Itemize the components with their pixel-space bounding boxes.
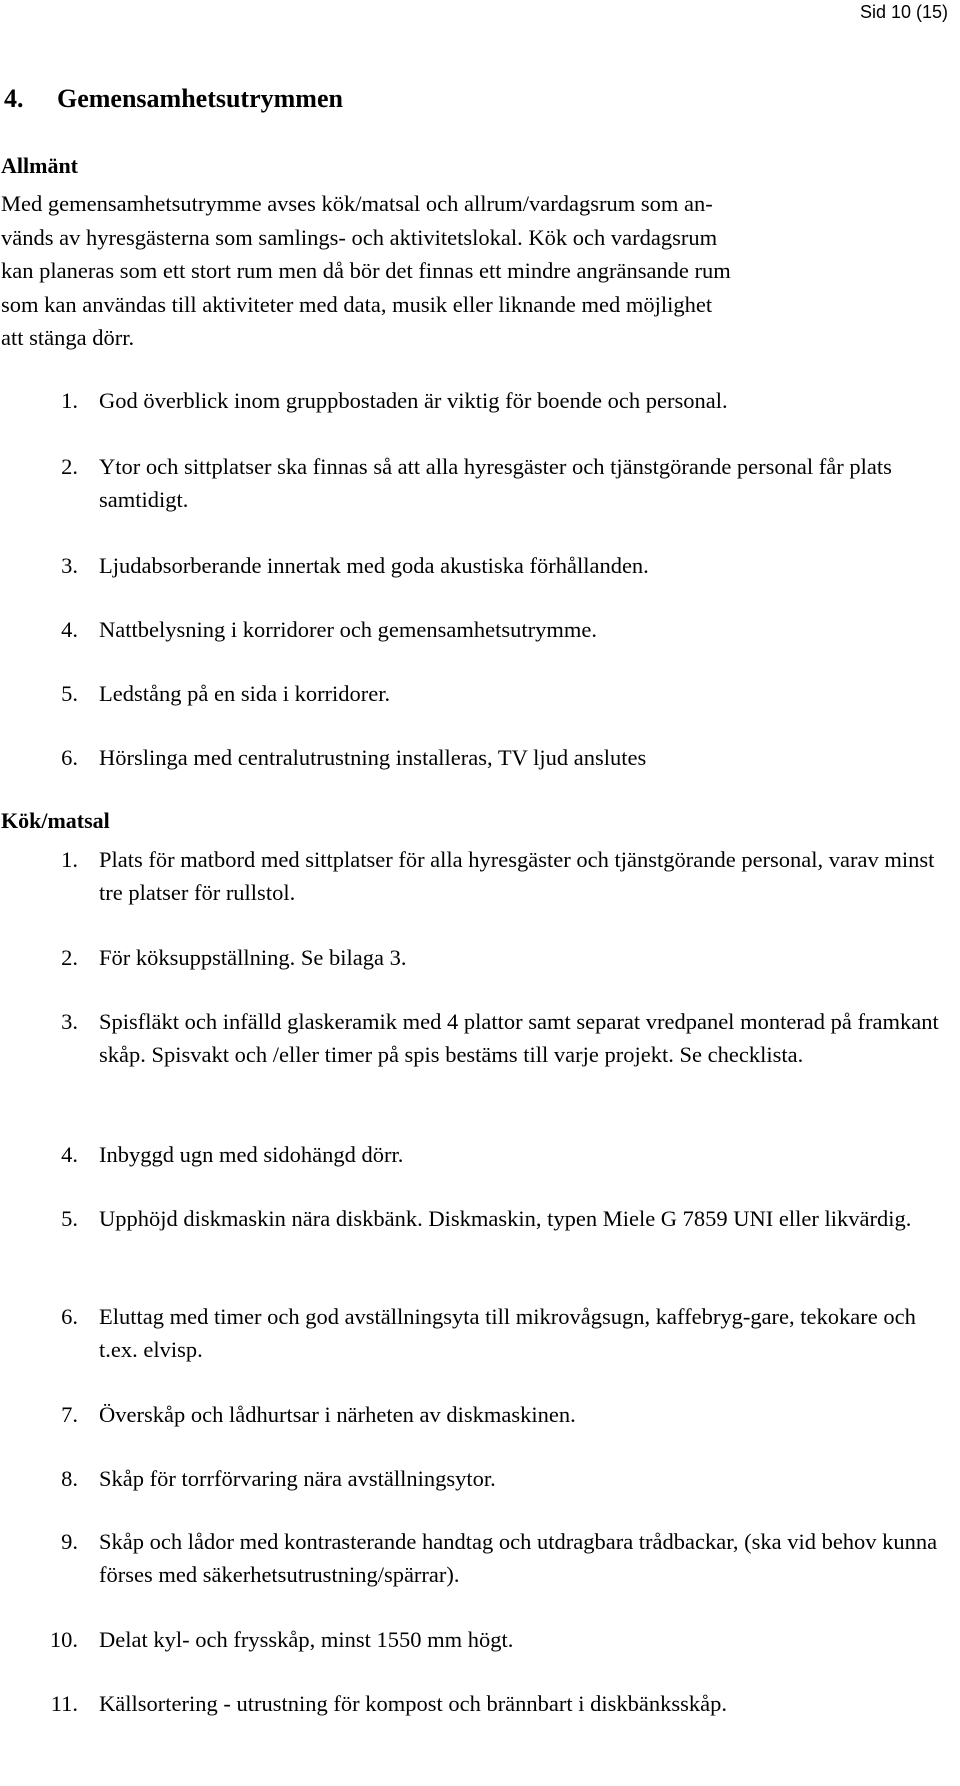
intro-line: att stänga dörr. bbox=[1, 325, 135, 351]
kitchen-list-item bbox=[0, 1525, 960, 1592]
heading-allmant: Allmänt bbox=[1, 153, 78, 178]
intro-line: kan planeras som ett stort rum men då bör det finnas ett mindre angränsande rum bbox=[1, 258, 731, 284]
list-text: Källsortering - utrustning för kompost och brännbart i diskbänksskåp. bbox=[99, 1691, 728, 1716]
page-number: Sid 10 (15) bbox=[859, 2, 948, 22]
kitchen-list-item bbox=[0, 1623, 960, 1656]
list-number: 11. bbox=[50, 1691, 78, 1716]
list-number: 2. bbox=[61, 945, 78, 970]
list-text: Nattbelysning i korridorer och gemensamhetsutrymme. bbox=[99, 617, 597, 642]
intro-line: som kan användas till aktiviteter med data, musik eller liknande med möjlighet bbox=[1, 291, 713, 317]
list-text: Spisfläkt och infälld glaskeramik med 4 plattor samt separat vredpanel monterad på framkant skåp. Spisvakt och /eller timer på spis bestäms till varje projekt. Se checklista. bbox=[99, 1009, 939, 1068]
list-number: 10. bbox=[49, 1627, 78, 1652]
general-list-item bbox=[0, 549, 960, 582]
list-number: 8. bbox=[61, 1466, 78, 1491]
list-number: 4. bbox=[61, 1142, 78, 1167]
kitchen-list-item bbox=[0, 1138, 960, 1171]
intro-line: Med gemensamhetsutrymme avses kök/matsal och allrum/vardagsrum som an- bbox=[1, 191, 713, 216]
kitchen-list-item bbox=[0, 1462, 960, 1495]
kitchen-list-item bbox=[0, 1300, 960, 1367]
list-text: Hörslinga med centralutrustning installeras, TV ljud anslutes bbox=[99, 745, 647, 770]
list-text: Ytor och sittplatser ska finnas så att alla hyresgäster och tjänstgörande personal får plats samtidigt. bbox=[99, 454, 892, 513]
heading-kok-matsal: Kök/matsal bbox=[1, 808, 110, 833]
list-text: Delat kyl- och frysskåp, minst 1550 mm högt. bbox=[99, 1627, 514, 1652]
list-number: 1. bbox=[61, 847, 78, 872]
list-number: 6. bbox=[61, 1304, 78, 1329]
list-number: 9. bbox=[61, 1529, 78, 1554]
list-number: 7. bbox=[61, 1402, 78, 1427]
intro-line: vänds av hyresgästerna som samlings- och aktivitetslokal. Kök och vardagsrum bbox=[1, 224, 718, 250]
list-text: För köksuppställning. Se bilaga 3. bbox=[99, 945, 407, 970]
list-number: 4. bbox=[61, 617, 78, 642]
list-text: Ljudabsorberande innertak med goda akustiska förhållanden. bbox=[99, 553, 649, 578]
section-title-text: Gemensamhetsutrymmen bbox=[57, 84, 343, 113]
list-number: 5. bbox=[61, 681, 78, 706]
list-text: Eluttag med timer och god avställningsyta till mikrovågsugn, kaffebryg-gare, tekokare och t.ex. elvisp. bbox=[99, 1304, 916, 1363]
kitchen-list-item bbox=[0, 1687, 960, 1720]
kitchen-list-item bbox=[0, 1005, 960, 1072]
list-text: Plats för matbord med sittplatser för alla hyresgäster och tjänstgörande personal, varav minst tre platser för rullstol. bbox=[99, 847, 935, 906]
section-title bbox=[4, 84, 343, 114]
list-number: 1. bbox=[61, 388, 78, 413]
section-number: 4. bbox=[4, 84, 24, 113]
list-text: Ledstång på en sida i korridorer. bbox=[99, 681, 391, 706]
kitchen-list-item bbox=[0, 843, 960, 910]
kitchen-list-item bbox=[0, 1202, 960, 1235]
list-text: Upphöjd diskmaskin nära diskbänk. Diskmaskin, typen Miele G 7859 UNI eller likvärdig. bbox=[99, 1206, 912, 1231]
list-number: 3. bbox=[61, 553, 78, 578]
list-text: God överblick inom gruppbostaden är viktig för boende och personal. bbox=[99, 388, 728, 413]
general-list-item bbox=[0, 613, 960, 646]
kitchen-list-item bbox=[0, 1398, 960, 1431]
kitchen-list-item bbox=[0, 941, 960, 974]
list-number: 6. bbox=[61, 745, 78, 770]
general-list-item bbox=[0, 450, 960, 517]
list-number: 2. bbox=[61, 454, 78, 479]
list-number: 3. bbox=[61, 1009, 78, 1034]
list-text: Skåp och lådor med kontrasterande handtag och utdragbara trådbackar, (ska vid behov kunna förses med säkerhetsutrustning/spärrar). bbox=[99, 1529, 938, 1588]
general-list-item bbox=[0, 384, 960, 417]
list-text: Skåp för torrförvaring nära avställningsytor. bbox=[99, 1466, 496, 1491]
general-list-item bbox=[0, 741, 960, 774]
intro-paragraph bbox=[1, 187, 951, 355]
list-text: Inbyggd ugn med sidohängd dörr. bbox=[99, 1142, 404, 1167]
list-number: 5. bbox=[61, 1206, 78, 1231]
list-text: Överskåp och lådhurtsar i närheten av diskmaskinen. bbox=[99, 1402, 576, 1427]
general-list-item bbox=[0, 677, 960, 710]
